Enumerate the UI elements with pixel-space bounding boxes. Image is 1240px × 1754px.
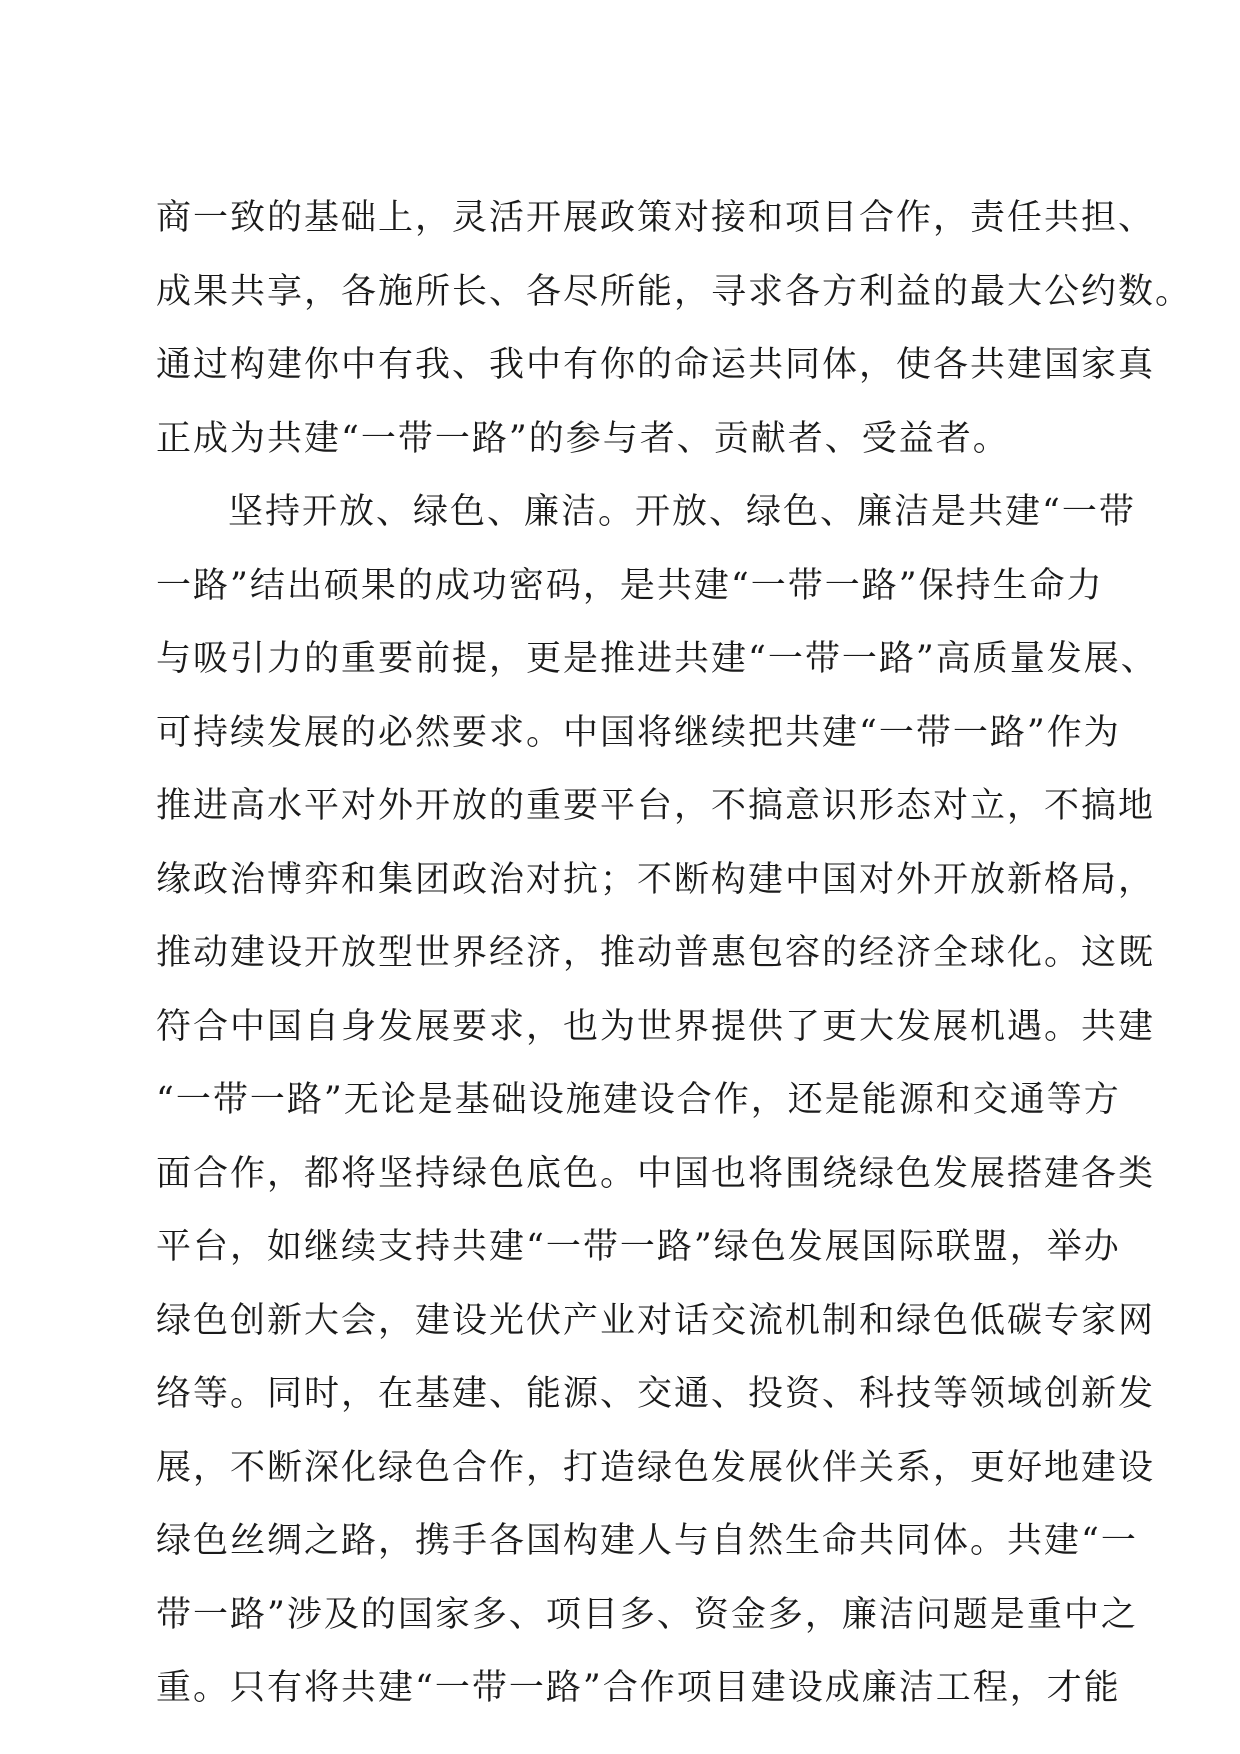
text-line: 缘政治博弈和集团政治对抗；不断构建中国对外开放新格局， bbox=[156, 859, 1156, 900]
text-line: 绿色丝绸之路，携手各国构建人与自然生命共同体。共建“一 bbox=[156, 1521, 1138, 1561]
text-line: 符合中国自身发展要求，也为世界提供了更大发展机遇。共建 bbox=[156, 1006, 1156, 1047]
text-line: 可持续发展的必然要求。中国将继续把共建“一带一路”作为 bbox=[156, 712, 1121, 753]
text-line: 推动建设开放型世界经济，推动普惠包容的经济全球化。这既 bbox=[156, 933, 1156, 973]
text-line: 平台，如继续支持共建“一带一路”绿色发展国际联盟，举办 bbox=[156, 1227, 1121, 1267]
text-line: 带一路”涉及的国家多、项目多、资金多，廉洁问题是重中之 bbox=[156, 1594, 1138, 1635]
text-line: 绿色创新大会，建设光伏产业对话交流机制和绿色低碳专家网 bbox=[156, 1300, 1156, 1341]
text-line: 商一致的基础上，灵活开展政策对接和项目合作，责任共担、 bbox=[156, 198, 1156, 238]
text-line: 推进高水平对外开放的重要平台，不搞意识形态对立，不搞地 bbox=[156, 786, 1156, 826]
text-line: 成果共享，各施所长、各尽所能，寻求各方利益的最大公约数。 bbox=[156, 271, 1193, 312]
text-line: 络等。同时，在基建、能源、交通、投资、科技等领域创新发 bbox=[156, 1374, 1156, 1414]
text-line: “一带一路”无论是基础设施建设合作，还是能源和交通等方 bbox=[156, 1080, 1121, 1120]
text-line: 面合作，都将坚持绿色底色。中国也将围绕绿色发展搭建各类 bbox=[156, 1153, 1156, 1194]
text-line: 与吸引力的重要前提，更是推进共建“一带一路”高质量发展、 bbox=[156, 639, 1158, 679]
text-line: 正成为共建“一带一路”的参与者、贡献者、受益者。 bbox=[156, 418, 1010, 459]
text-line: 一路”结出硕果的成功密码，是共建“一带一路”保持生命力 bbox=[156, 565, 1104, 606]
body-text bbox=[156, 182, 1193, 1726]
paragraph-first-line: 坚持开放、绿色、廉洁。开放、绿色、廉洁是共建“一带 bbox=[228, 492, 1136, 532]
text-line: 展，不断深化绿色合作，打造绿色发展伙伴关系，更好地建设 bbox=[156, 1447, 1156, 1488]
text-line: 通过构建你中有我、我中有你的命运共同体，使各共建国家真 bbox=[156, 345, 1156, 385]
text-line: 重。只有将共建“一带一路”合作项目建设成廉洁工程，才能 bbox=[156, 1668, 1121, 1708]
